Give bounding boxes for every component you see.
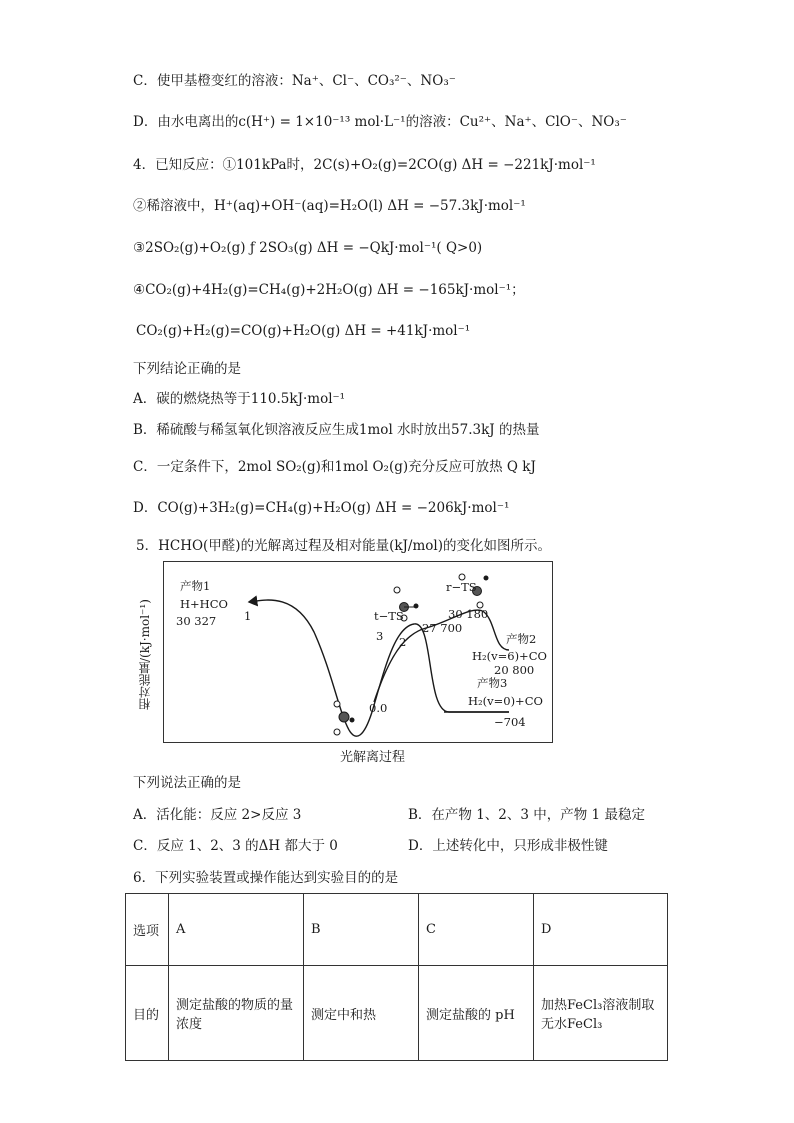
q5-question: 下列说法正确的是: [133, 775, 241, 791]
q5-option-b: B．在产物 1、2、3 中，产物 1 最稳定: [408, 807, 645, 823]
header-cell: B: [304, 894, 419, 966]
label-rts: r−TS: [446, 580, 477, 594]
label-product1-value: 30 327: [176, 614, 217, 628]
well-curve: [349, 712, 372, 736]
label-product2-value: 20 800: [494, 663, 535, 677]
label-path-2: 2: [399, 635, 407, 649]
q5-option-d: D．上述转化中，只形成非极性键: [408, 838, 608, 854]
hcho-c-atom: [339, 712, 349, 722]
q6-table: [125, 893, 668, 1061]
q5-option-a: A．活化能：反应 2>反应 3: [133, 807, 302, 823]
chart-y-axis-label: 相对能量/(kJ·mol⁻¹): [138, 599, 152, 711]
table-row: [126, 966, 668, 1061]
header-cell: 选项: [126, 894, 169, 966]
tts-atom-1: [394, 587, 400, 593]
hcho-o-atom: [334, 701, 340, 707]
table-header-row: [126, 894, 668, 966]
rts-atom-2: [484, 576, 489, 581]
q4-question: 下列结论正确的是: [133, 361, 241, 377]
label-start-value: 0.0: [369, 701, 388, 715]
q4-reaction-3: ③2SO₂(g)+O₂(g) ƒ 2SO₃(g) ΔH = −QkJ·mol⁻¹( Q>0): [133, 240, 483, 256]
path-1-curve: [249, 600, 349, 730]
q4-reaction-4a: ④CO₂(g)+4H₂(g)=CH₄(g)+2H₂O(g) ΔH = −165kJ·mol⁻¹；: [133, 282, 525, 298]
energy-diagram: [163, 561, 553, 743]
label-tts: t−TS: [374, 609, 404, 623]
q4-option-b: B．稀硫酸与稀氢氧化钡溶液反应生成1mol 水时放出57.3kJ 的热量: [133, 422, 540, 438]
label-product3-species: H₂(v=0)+CO: [468, 694, 543, 708]
q3-option-d: D．由水电离出的c(H⁺) = 1×10⁻¹³ mol·L⁻¹的溶液：Cu²⁺、Na⁺、ClO⁻、NO₃⁻: [133, 114, 627, 130]
label-product1-species: H+HCO: [180, 597, 228, 611]
q3-option-c: C．使甲基橙变红的溶液：Na⁺、Cl⁻、CO₃²⁻、NO₃⁻: [133, 73, 456, 89]
q5-stem: 5．HCHO(甲醛)的光解离过程及相对能量(kJ/mol)的变化如图所示。: [136, 538, 551, 554]
label-product3: 产物3: [477, 676, 508, 690]
q4-option-c: C．一定条件下，2mol SO₂(g)和1mol O₂(g)充分反应可放热 Q kJ: [133, 459, 536, 475]
table-cell: 测定中和热: [304, 966, 419, 1061]
label-product3-value: −704: [494, 715, 526, 729]
q4-reaction-4b: CO₂(g)+H₂(g)=CO(g)+H₂O(g) ΔH = +41kJ·mol⁻¹: [136, 323, 471, 339]
label-tts-value: 27 700: [422, 621, 463, 635]
q4-stem: 4．已知反应：①101kPa时，2C(s)+O₂(g)=2CO(g) ΔH = −221kJ·mol⁻¹: [133, 157, 596, 173]
tts-atom-3: [414, 604, 419, 609]
hcho-h-atom-2: [334, 729, 340, 735]
q6-stem: 6．下列实验装置或操作能达到实验目的的是: [133, 870, 399, 886]
table-cell: 测定盐酸的 pH: [419, 966, 534, 1061]
q4-option-a: A．碳的燃烧热等于110.5kJ·mol⁻¹: [133, 391, 346, 407]
label-product2-species: H₂(v=6)+CO: [472, 649, 547, 663]
header-cell: C: [419, 894, 534, 966]
energy-diagram-svg: [164, 562, 554, 744]
header-cell: D: [534, 894, 668, 966]
header-cell: A: [169, 894, 304, 966]
label-path-3: 3: [376, 629, 384, 643]
chart-x-axis-label: 光解离过程: [340, 750, 406, 765]
table-cell: 加热FeCl₃溶液制取无水FeCl₃: [534, 966, 668, 1061]
label-path-1: 1: [244, 609, 252, 623]
label-product1: 产物1: [180, 579, 211, 593]
label-rts-value: 30 180: [448, 607, 489, 621]
row-label: 目的: [126, 966, 169, 1061]
hcho-h-atom-1: [350, 718, 355, 723]
q4-option-d: D．CO(g)+3H₂(g)=CH₄(g)+H₂O(g) ΔH = −206kJ·mol⁻¹: [133, 500, 510, 516]
table-cell: 测定盐酸的物质的量浓度: [169, 966, 304, 1061]
label-product2: 产物2: [506, 632, 537, 646]
q4-reaction-2: ②稀溶液中，H⁺(aq)+OH⁻(aq)=H₂O(l) ΔH = −57.3kJ·mol⁻¹: [133, 198, 526, 214]
q5-option-c: C．反应 1、2、3 的ΔH 都大于 0: [133, 838, 338, 854]
